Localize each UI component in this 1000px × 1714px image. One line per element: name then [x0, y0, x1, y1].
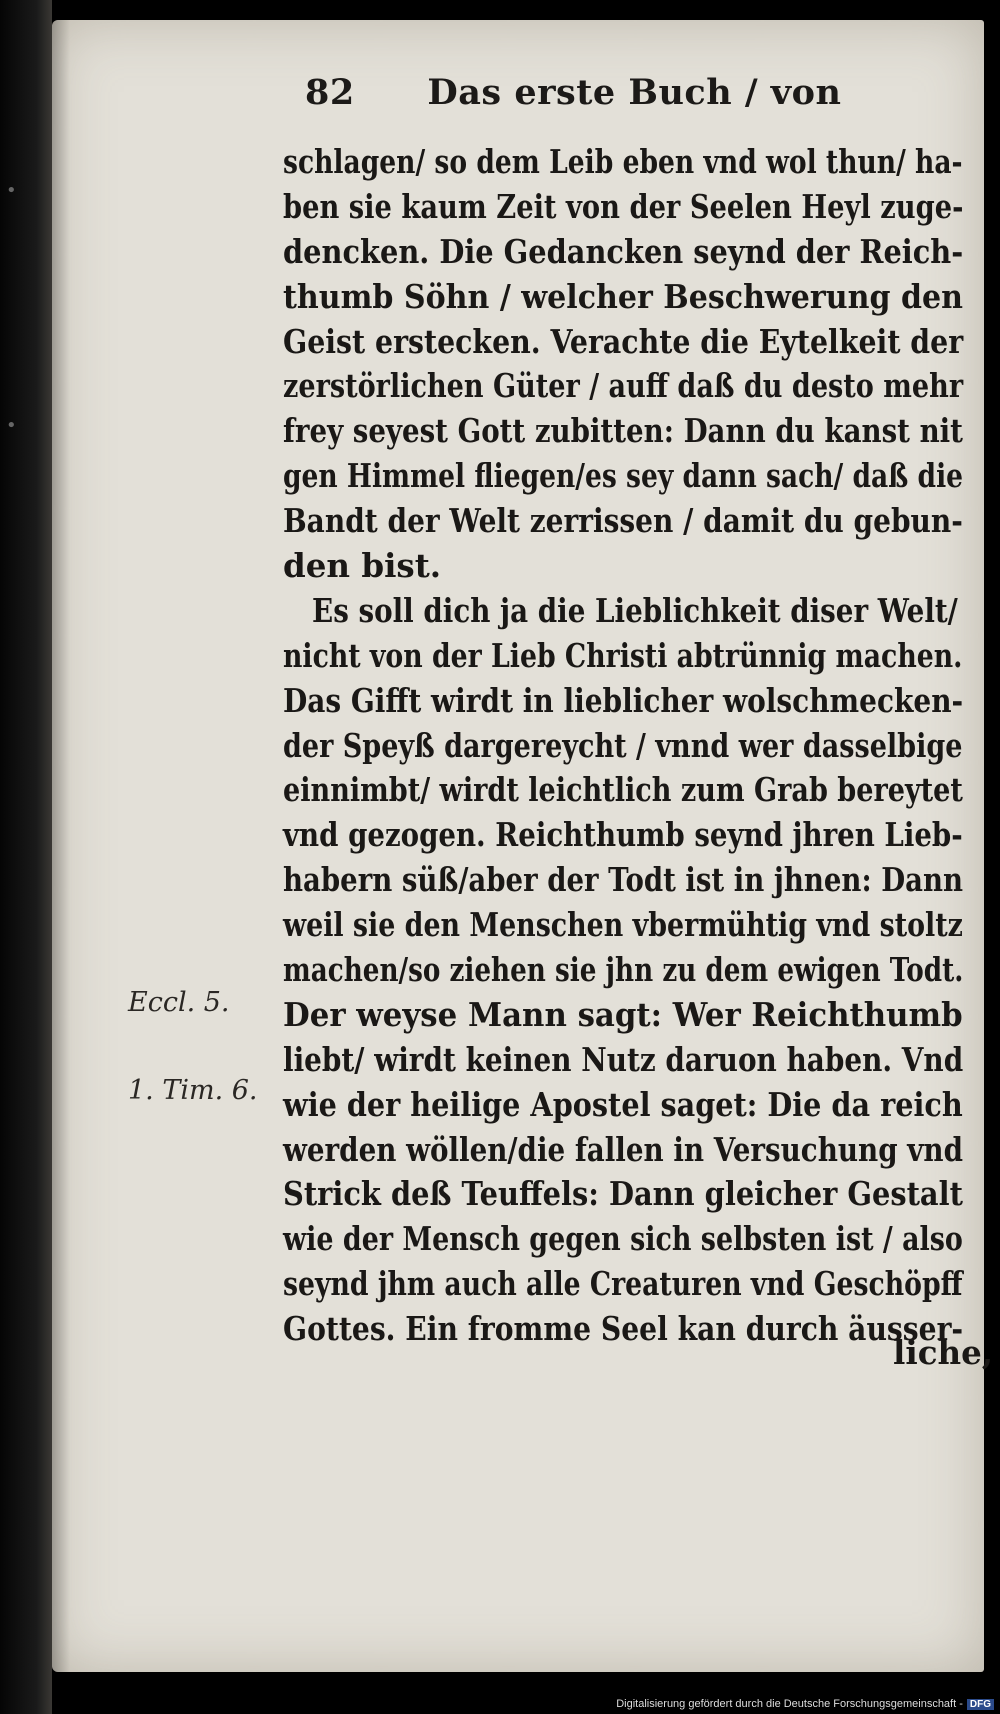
text-line: habern süß/aber der Todt ist in jhnen: Dann: [283, 860, 964, 900]
page-header: [305, 72, 841, 113]
page-gutter-shadow: [52, 20, 70, 1672]
text-line: frey seyest Gott zubitten: Dann du kanst nit: [283, 411, 963, 451]
text-line: thumb Söhn / welcher Beschwerung den: [283, 276, 963, 316]
digitization-credit: [616, 1698, 994, 1710]
text-line: gen Himmel fliegen/es sey dann sach/ daß die: [283, 456, 964, 496]
scan-artifact: •: [6, 180, 17, 201]
text-line: machen/so ziehen sie jhn zu dem ewigen Todt.: [283, 950, 964, 990]
text-line: Der weyse Mann sagt: Wer Reichthumb: [283, 994, 963, 1034]
text-line: liebt/ wirdt keinen Nutz daruon haben. Vnd: [283, 1039, 964, 1079]
text-line: Das Gifft wirdt in lieblicher wolschmecken-: [283, 680, 964, 720]
dfg-logo: DFG: [967, 1699, 994, 1710]
text-line: Es soll dich ja die Lieblichkeit diser Welt/: [312, 590, 958, 630]
text-line: der Speyß dargereycht / vnnd wer dasselbige: [283, 725, 963, 765]
text-line: zerstörlichen Güter / auff daß du desto mehr: [283, 366, 964, 406]
text-line: werden wöllen/die fallen in Versuchung vnd: [283, 1129, 964, 1169]
text-line: Bandt der Welt zerrissen / damit du gebun-: [283, 501, 963, 541]
text-line: vnd gezogen. Reichthumb seynd jhren Lieb-: [283, 815, 963, 855]
text-line: wie der heilige Apostel saget: Die da reich: [283, 1084, 963, 1124]
running-title: Das erste Buch / von: [427, 72, 842, 113]
margin-note-eccl: Eccl. 5.: [128, 987, 230, 1018]
scan-background: [0, 0, 52, 1714]
text-line: dencken. Die Gedancken seynd der Reich-: [283, 231, 964, 271]
margin-note-tim: 1. Tim. 6.: [128, 1075, 258, 1106]
text-line: einnimbt/ wirdt leichtlich zum Grab bereytet: [283, 770, 963, 810]
catchword: liche,: [893, 1333, 994, 1372]
text-line: schlagen/ so dem Leib eben vnd wol thun/ ha-: [283, 142, 963, 181]
scan-artifact: •: [6, 415, 17, 436]
text-line: ben sie kaum Zeit von der Seelen Heyl zuge-: [283, 186, 964, 226]
text-line: seynd jhm auch alle Creaturen vnd Geschöpff: [283, 1264, 963, 1304]
text-line: wie der Mensch gegen sich selbsten ist / also: [283, 1219, 963, 1259]
text-line: den bist.: [283, 546, 442, 586]
text-line: Strick deß Teuffels: Dann gleicher Gestalt: [283, 1174, 963, 1214]
text-line: Geist erstecken. Verachte die Eytelkeit der: [283, 321, 964, 361]
page-number: 82: [305, 72, 355, 113]
credit-text: Digitalisierung gefördert durch die Deutsche Forschungsgemeinschaft -: [616, 1698, 963, 1710]
text-line: nicht von der Lieb Christi abtrünnig machen.: [283, 635, 963, 675]
body-text: [283, 140, 963, 1352]
text-line: weil sie den Menschen vbermühtig vnd stoltz: [283, 905, 963, 945]
text-line: Gottes. Ein fromme Seel kan durch äusser-: [283, 1309, 964, 1349]
